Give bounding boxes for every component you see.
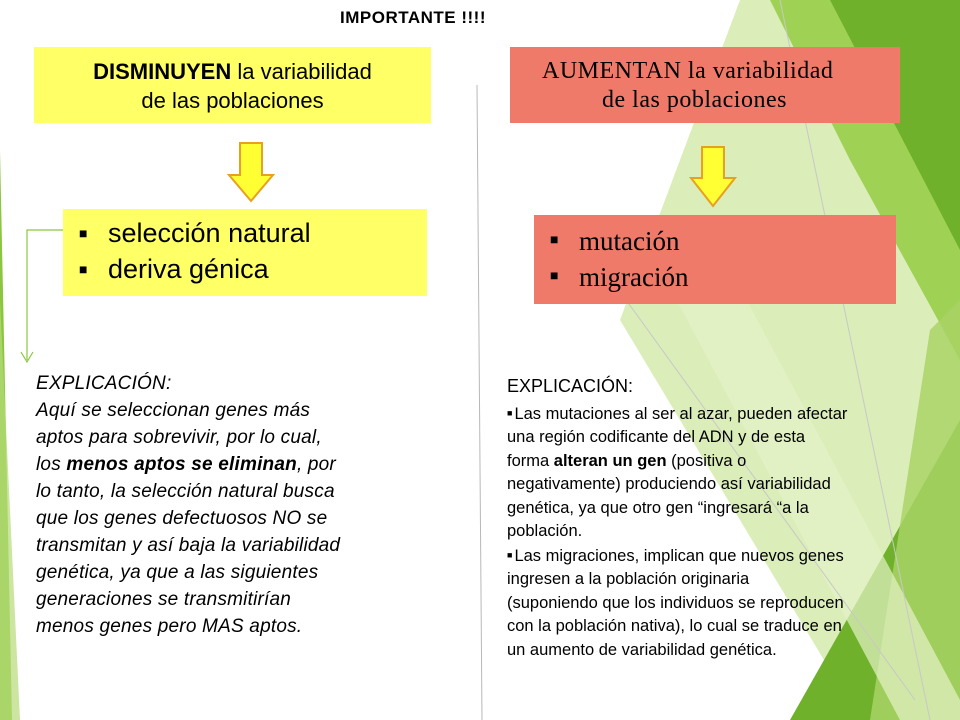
decor-green-left-triangle-light: [0, 300, 20, 720]
right-explanation-line: [507, 544, 947, 569]
right-explanation-text: (positiva o: [666, 451, 747, 470]
list-item-label: selección natural: [108, 217, 311, 248]
left-explanation: [36, 370, 426, 640]
right-factors-list: [534, 215, 896, 304]
list-item-label: migración: [579, 261, 689, 292]
left-heading-line2: de las poblaciones: [141, 88, 324, 113]
connector-line: [27, 230, 63, 360]
right-explanation-text: Las mutaciones al ser al azar, pueden afectar: [514, 404, 848, 423]
square-bullet-icon: ■: [79, 261, 88, 277]
left-explanation-line: menos genes pero MAS aptos.: [36, 616, 303, 637]
right-heading-box: [510, 47, 900, 123]
left-explanation-line: genética, ya que a las siguientes: [36, 562, 319, 583]
left-explanation-line: que los genes defectuosos NO se: [36, 508, 328, 529]
right-explanation-line: un aumento de variabilidad genética.: [507, 640, 777, 659]
left-explanation-line: Aquí se seleccionan genes más: [36, 400, 311, 421]
right-explanation-line: [507, 450, 947, 474]
left-explanation-line: [36, 451, 426, 478]
right-explanation-emphasis: alteran un gen: [553, 451, 667, 470]
list-item-label: mutación: [579, 225, 680, 256]
page-title: IMPORTANTE !!!!: [340, 8, 486, 27]
left-heading-bold: DISMINUYEN: [93, 59, 232, 84]
down-arrow-left: [229, 143, 273, 201]
left-explanation-line: generaciones se transmitirían: [36, 589, 292, 610]
right-explanation-line: [507, 402, 947, 427]
right-explanation-line: población.: [507, 522, 583, 540]
list-item: [534, 223, 896, 259]
right-explanation: [507, 375, 947, 662]
square-bullet-icon: ■: [550, 233, 559, 248]
left-explanation-text: los: [36, 454, 67, 475]
right-explanation-line: genética, ya que otro gen “ingresará “a la: [507, 498, 809, 517]
right-explanation-line: (suponiendo que los individuos se reproducen: [507, 593, 844, 612]
right-heading-line2: de las poblaciones: [602, 87, 787, 113]
left-heading-rest: la variabilidad: [231, 59, 372, 84]
left-explanation-line: lo tanto, la selección natural busca: [36, 481, 335, 502]
square-bullet-icon: ■: [507, 407, 513, 418]
left-explanation-emphasis: menos aptos se eliminan: [66, 454, 297, 475]
right-explanation-line: una región codificante del ADN y de esta: [507, 428, 806, 446]
right-explanation-line: negativamente) produciendo así variabilidad: [507, 475, 831, 493]
right-explanation-title: EXPLICACIÓN:: [507, 376, 634, 396]
list-item-label: deriva génica: [108, 253, 269, 284]
left-heading-line1: [34, 57, 431, 86]
square-bullet-icon: ■: [79, 225, 88, 241]
left-explanation-line: transmitan y así baja la variabilidad: [36, 535, 341, 556]
left-factors-list: [63, 209, 427, 296]
right-explanation-line: ingresen a la población originaria: [507, 570, 750, 588]
left-explanation-title: EXPLICACIÓN:: [36, 373, 172, 394]
right-explanation-line: con la población nativa), lo cual se traduce en: [507, 617, 842, 635]
left-heading-box: [34, 47, 431, 123]
list-item: [63, 251, 427, 287]
square-bullet-icon: ■: [550, 269, 559, 284]
right-explanation-text: forma: [507, 451, 554, 470]
left-explanation-text: , por: [296, 454, 336, 475]
left-explanation-line: aptos para sobrevivir, por lo cual,: [36, 427, 322, 448]
square-bullet-icon: ■: [507, 549, 513, 560]
list-item: [63, 215, 427, 251]
right-heading-line1: AUMENTAN la variabilidad: [542, 58, 834, 84]
list-item: [534, 259, 896, 295]
right-explanation-text: Las migraciones, implican que nuevos genes: [514, 546, 844, 565]
decor-thin-line-vertical: [477, 85, 482, 720]
